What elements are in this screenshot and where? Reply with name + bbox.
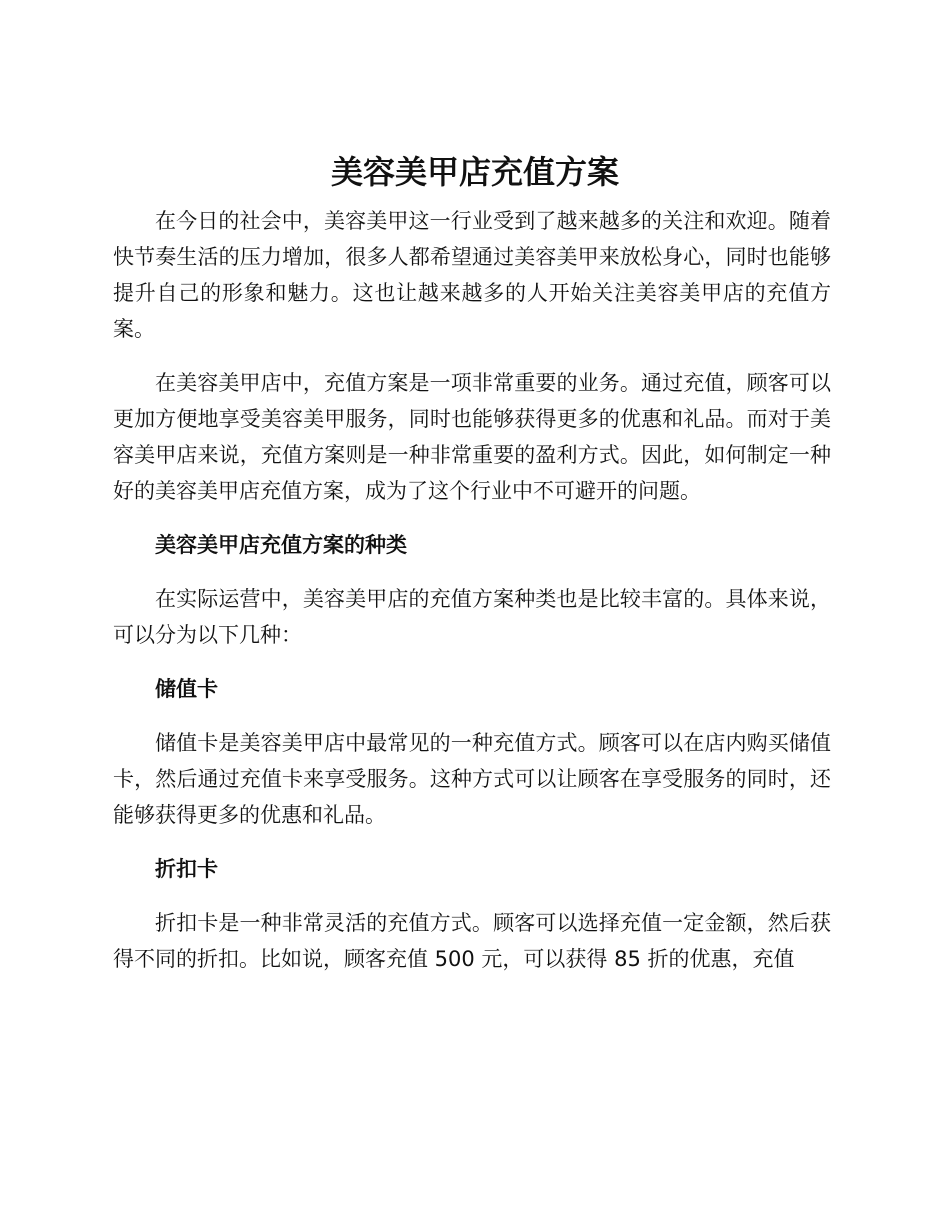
paragraph-types-overview: 在实际运营中，美容美甲店的充值方案种类也是比较丰富的。具体来说，可以分为以下几种：	[113, 587, 831, 647]
document-body	[113, 203, 831, 995]
paragraph-importance: 在美容美甲店中，充值方案是一项非常重要的业务。通过充值，顾客可以更加方便地享受美容美甲服务，同时也能够获得更多的优惠和礼品。而对于美容美甲店来说，充值方案则是一种非常重要的盈利方式。因此，如何制定一种好的美容美甲店充值方案，成为了这个行业中不可避开的问题。	[113, 371, 831, 503]
paragraph-discount-card: 折扣卡是一种非常灵活的充值方式。顾客可以选择充值一定金额，然后获得不同的折扣。比如说，顾客充值 500 元，可以获得 85 折的优惠，充值	[113, 911, 831, 971]
paragraph-stored-value-card: 储值卡是美容美甲店中最常见的一种充值方式。顾客可以在店内购买储值卡，然后通过充值卡来享受服务。这种方式可以让顾客在享受服务的同时，还能够获得更多的优惠和礼品。	[113, 731, 831, 827]
section-heading-stored-value-card: 储值卡	[155, 677, 218, 701]
paragraph-intro: 在今日的社会中，美容美甲这一行业受到了越来越多的关注和欢迎。随着快节奏生活的压力增加，很多人都希望通过美容美甲来放松身心，同时也能够提升自己的形象和魅力。这也让越来越多的人开始关注美容美甲店的充值方案。	[113, 209, 831, 341]
section-heading-discount-card: 折扣卡	[155, 857, 218, 881]
section-heading-types: 美容美甲店充值方案的种类	[155, 533, 407, 557]
document-title: 美容美甲店充值方案	[330, 153, 619, 191]
